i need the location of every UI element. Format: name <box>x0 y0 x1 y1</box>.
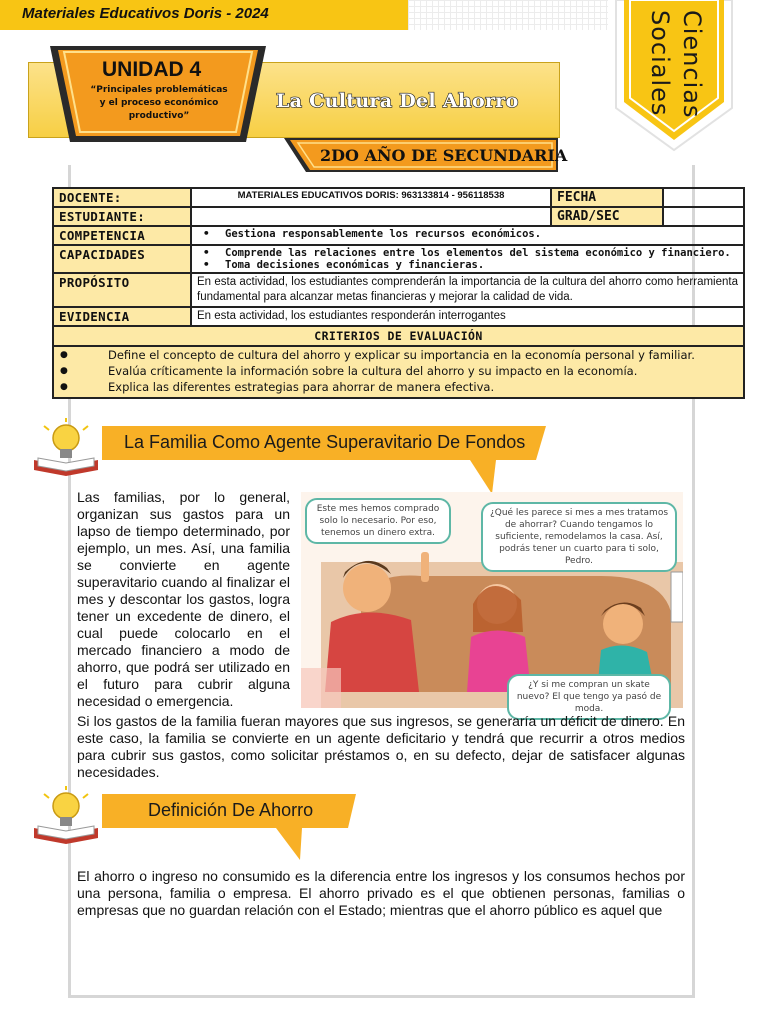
family-illustration <box>301 492 683 714</box>
ribbon-line2: Sociales <box>646 10 674 117</box>
lightbulb-book-icon <box>30 418 104 478</box>
section2-header <box>30 786 550 866</box>
activity-title: La Cultura Del Ahorro <box>276 90 519 112</box>
section1-para2: Si los gastos de la familia fueran mayores que sus ingresos, se generaría un déficit de dinero. En este caso, la familia se convierte en un agente deficitario y tendrá que recurrir a otros medios para cubrir sus gastos, como solicitar préstamos o, en su defecto, dejar de satisfacer algunas necesidades. <box>77 713 685 780</box>
competencia-value <box>191 226 744 245</box>
criterios-label: CRITERIOS DE EVALUACIÓN <box>53 326 744 346</box>
criterios-list <box>53 346 744 398</box>
criterio-item: ● Define el concepto de cultura del ahorro y explicar su importancia en la economía personal y familiar. <box>54 347 743 363</box>
row-proposito <box>53 273 744 307</box>
speech-bubble-boy: ¿Y si me compran un skate nuevo? El que tengo ya pasó de moda. <box>507 674 671 720</box>
proposito-label: PROPÓSITO <box>53 273 191 307</box>
subject-ribbon <box>610 0 738 150</box>
section1-title: La Familia Como Agente Superavitario De Fondos <box>124 432 526 452</box>
competencia-label: COMPETENCIA <box>53 226 191 245</box>
capacidad-item: • Comprende las relaciones entre los elementos del sistema económico y financiero. <box>197 247 738 259</box>
row-capacidades <box>53 245 744 273</box>
criterio-item: ● Explica las diferentes estrategias para ahorrar de manera efectiva. <box>54 379 743 395</box>
capacidades-value <box>191 245 744 273</box>
row-evidencia <box>53 307 744 326</box>
section1-banner-shape <box>30 418 550 496</box>
top-banner-text: Materiales Educativos Doris - 2024 <box>22 5 269 22</box>
competencia-item: • Gestiona responsablemente los recursos económicos. <box>197 228 738 240</box>
gradsec-field[interactable] <box>663 207 744 226</box>
row-competencia <box>53 226 744 245</box>
estudiante-label: ESTUDIANTE: <box>53 207 191 226</box>
row-criterios <box>53 346 744 398</box>
fecha-label: FECHA <box>551 188 663 207</box>
row-estudiante <box>53 207 744 226</box>
estudiante-field[interactable] <box>191 207 551 226</box>
docente-label: DOCENTE: <box>53 188 191 207</box>
gradsec-label: GRAD/SEC <box>551 207 663 226</box>
proposito-value: En esta actividad, los estudiantes comprenderán la importancia de la cultura del ahorro como herramienta fundamental para alcanzar metas financieras y mejorar la calidad de vida. <box>191 273 744 307</box>
capacidad-item: • Toma decisiones económicas y financieras. <box>197 259 738 271</box>
capacidades-label: CAPACIDADES <box>53 245 191 273</box>
section2-banner-shape <box>30 786 550 864</box>
top-banner <box>0 0 408 30</box>
section2-para1: El ahorro o ingreso no consumido es la diferencia entre los ingresos y los consumos hechos por una persona, familia o empresa. El ahorro privado es el que obtienen personas, familias o empresas que no guardan relación con el Estado; mientras que el ahorro público es aquel que <box>77 868 685 918</box>
fecha-field[interactable] <box>663 188 744 207</box>
section1-header <box>30 418 550 498</box>
row-docente <box>53 188 744 207</box>
docente-value: MATERIALES EDUCATIVOS DORIS: 963133814 - 956118538 <box>191 188 551 207</box>
evidencia-value: En esta actividad, los estudiantes responderán interrogantes <box>191 307 744 326</box>
grade-text: 2DO AÑO DE SECUNDARIA <box>320 146 568 165</box>
evidencia-label: EVIDENCIA <box>53 307 191 326</box>
info-table <box>52 187 745 399</box>
ribbon-line1: Ciencias <box>678 10 706 119</box>
unidad-title: UNIDAD 4 <box>102 58 202 81</box>
section1-para1: Las familias, por lo general, organizan sus gastos para un lapso de tiempo determinado, por ejemplo, un mes. Así, una familia se convierte en agente superavitario cuando al finalizar el mes y descontar los gastos, logra tener un excedente de dinero, el cual puede colocarlo en el mercado financiero a modo de ahorro, que podrá ser utilizado en el futuro para cubrir alguna necesidad o emergencia. <box>77 489 290 709</box>
top-pattern <box>408 0 608 30</box>
speech-bubble-father: Este mes hemos comprado solo lo necesario. Por eso, tenemos un dinero extra. <box>305 498 451 544</box>
unidad-subtitle: “Principales problemáticas y el proceso económico productivo” <box>90 85 228 122</box>
criterio-item: ● Evalúa críticamente la información sobre la cultura del ahorro y su impacto en la economía. <box>54 363 743 379</box>
lightbulb-book-icon <box>30 786 104 846</box>
section2-title: Definición De Ahorro <box>148 800 314 820</box>
row-criterios-head <box>53 326 744 346</box>
speech-bubble-mother: ¿Qué les parece si mes a mes tratamos de ahorrar? Cuando tengamos lo suficiente, remodelamos la casa. Así, podrás tener un cuarto para ti solo, Pedro. <box>481 502 677 572</box>
